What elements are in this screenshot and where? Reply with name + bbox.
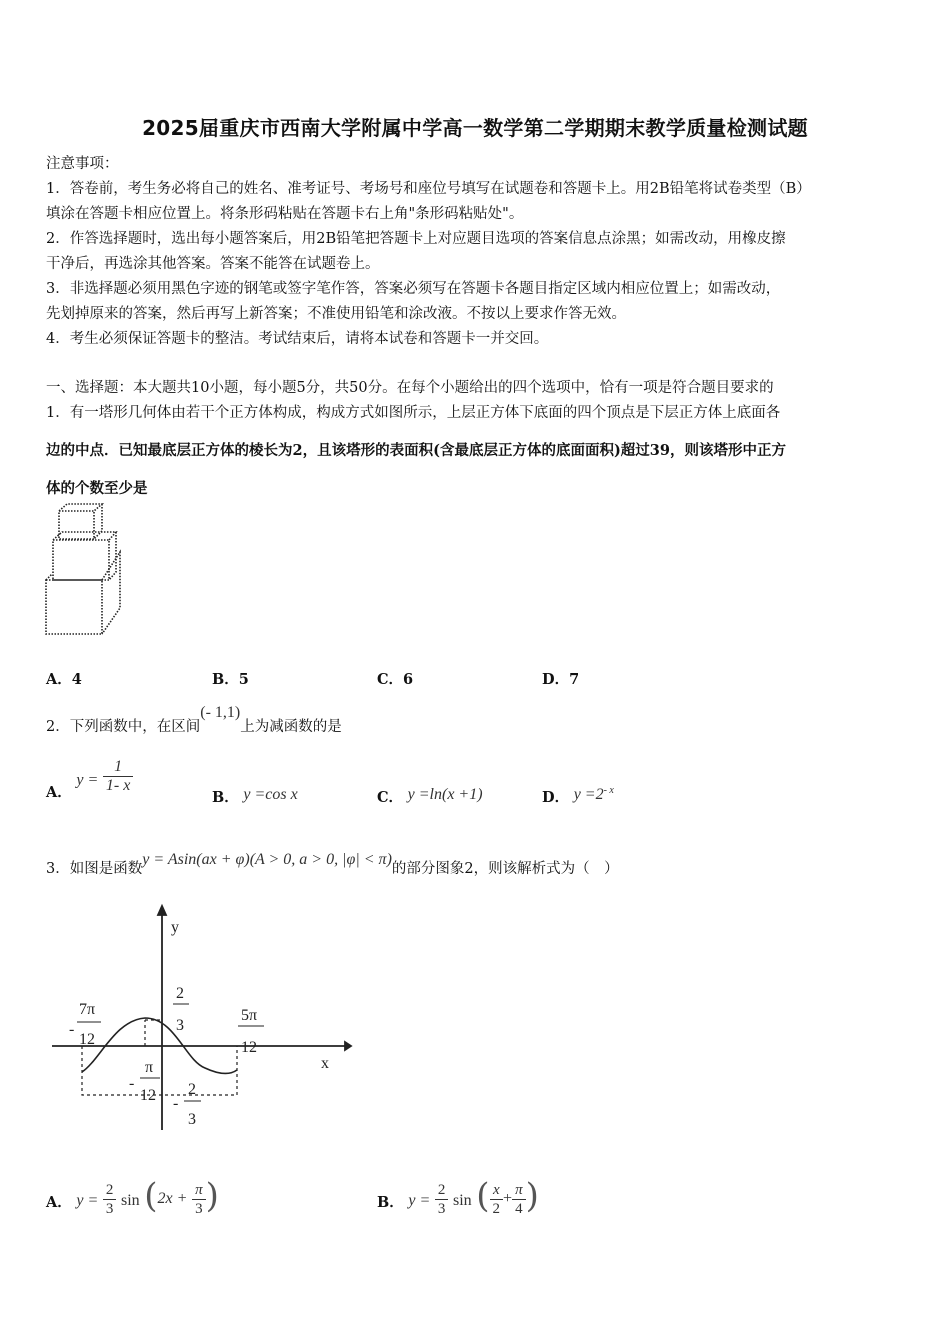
y-arrow-icon — [158, 906, 166, 915]
q2-suffix: 上为减函数的是 — [240, 719, 342, 735]
option-label: C． — [377, 671, 404, 688]
fraction-den: 4 — [515, 1200, 523, 1217]
q3-option-a[interactable]: A． y = $\frac{2}{3}$ sin (2x + $\frac{\pi}{3}$ ) — [46, 1176, 219, 1217]
fraction-num: π — [512, 1181, 526, 1200]
q2-interval: (- 1,1) — [200, 704, 241, 721]
q3-prefix: 3．如图是函数 — [46, 861, 143, 877]
q1-option-d[interactable] — [542, 668, 579, 689]
notice-line: 干净后，再选涂其他答案。答案不能答在试题卷上。 — [46, 256, 380, 272]
left-minus: - — [69, 1021, 75, 1038]
option-label: D． — [542, 789, 570, 806]
option-plus: + — [503, 1190, 513, 1207]
notice-line: 1．答卷前，考生务必将自己的姓名、准考证号、考场号和座位号填写在试题卷和答题卡上。用2B铅笔将试卷类型（B） — [46, 181, 811, 197]
mid-num: π — [145, 1059, 154, 1076]
mid-den: 12 — [140, 1087, 156, 1104]
amp-den: 3 — [176, 1017, 184, 1034]
coef-fraction — [103, 1181, 117, 1218]
option-value: 7 — [569, 671, 580, 688]
q3-formula: y = Asin(ax + φ)(A > 0, a > 0, |φ| < π) — [142, 851, 392, 868]
fraction-den: 3 — [437, 1200, 446, 1217]
q1-option-c[interactable] — [377, 668, 413, 689]
mid-minus: - — [129, 1075, 135, 1092]
option-label: B． — [212, 789, 239, 806]
option-expr: y =ln(x +1) — [407, 786, 483, 803]
option-exponent: - x — [603, 785, 614, 797]
q3-text — [46, 851, 619, 878]
option-label: A． — [46, 783, 72, 801]
coef-fraction — [435, 1181, 449, 1218]
left-den: 12 — [79, 1031, 95, 1048]
amp-num: 2 — [176, 985, 184, 1002]
right-den: 12 — [241, 1039, 257, 1056]
q1-text: 体的个数至少是 — [46, 480, 148, 497]
page-title: 2025届重庆市西南大学附属中学高一数学第二学期期末教学质量检测试题 — [142, 116, 808, 140]
q2-prefix: 2．下列函数中，在区间 — [46, 719, 201, 735]
q2-option-c[interactable] — [377, 783, 483, 804]
q1-text: 边的中点．已知最底层正方体的棱长为2，且该塔形的表面积(含最底层正方体的底面面积)超过39，则该塔形中正方 — [46, 442, 786, 459]
q3-option-b[interactable]: B． y = $\frac{2}{3}$ sin ( $\frac{x}{2}$ + $\frac{\pi}{4}$ ) — [377, 1176, 539, 1217]
option-arg: 2x + — [157, 1190, 188, 1207]
option-value: 6 — [403, 671, 414, 688]
x-arrow-icon — [345, 1042, 351, 1050]
q2-option-d[interactable] — [542, 783, 614, 804]
arg-fraction — [512, 1181, 526, 1218]
option-label: A． — [46, 671, 72, 688]
fraction-num: x — [490, 1181, 504, 1200]
q2-option-a[interactable] — [46, 758, 133, 801]
neg-amp-num: 2 — [188, 1081, 196, 1098]
neg-amp-minus: - — [173, 1095, 179, 1112]
q2-option-b[interactable] — [212, 783, 298, 804]
q1-option-b[interactable] — [212, 668, 249, 689]
option-lhs: y = — [408, 1192, 431, 1209]
left-num: 7π — [79, 1001, 96, 1018]
y-axis-label: y — [171, 919, 179, 936]
notice-line: 先划掉原来的答案，然后再写上新答案；不准使用铅笔和涂改液。不按以上要求作答无效。 — [46, 306, 626, 322]
fraction-den: 1- x — [105, 777, 131, 794]
option-fraction — [103, 758, 133, 795]
notice-line: 2．作答选择题时，选出每小题答案后，用2B铅笔把答题卡上对应题目选项的答案信息点涂黑；如需改动，用橡皮擦 — [46, 231, 786, 247]
tower-figure — [40, 500, 130, 640]
q2-text — [46, 704, 342, 736]
fraction-num: 2 — [435, 1181, 449, 1200]
x-axis-label: x — [321, 1055, 329, 1072]
neg-amp-den: 3 — [188, 1111, 196, 1128]
section-heading: 一、选择题：本大题共10小题，每小题5分，共50分。在每个小题给出的四个选项中，恰有一项是符合题目要求的 — [46, 380, 774, 396]
fraction-den: 2 — [492, 1200, 501, 1217]
option-fn: sin — [121, 1192, 140, 1209]
option-expr: y =cos x — [243, 786, 298, 803]
guide-lines — [82, 1046, 237, 1095]
option-label: C． — [377, 789, 404, 806]
option-label: B． — [377, 1194, 404, 1211]
x-fraction — [490, 1181, 504, 1218]
option-lhs: y = — [76, 771, 99, 789]
notice-line: 4．考生必须保证答题卡的整洁。考试结束后，请将本试卷和答题卡一并交回。 — [46, 331, 549, 347]
arg-fraction — [192, 1181, 206, 1218]
fraction-num: π — [192, 1181, 206, 1200]
notice-heading: 注意事项： — [46, 156, 119, 172]
option-label: D． — [542, 671, 570, 688]
fraction-den: 3 — [105, 1200, 114, 1217]
notice-line: 填涂在答题卡相应位置上。将条形码粘贴在答题卡右上角"条形码粘贴处"。 — [46, 206, 524, 222]
option-value: 5 — [238, 671, 249, 688]
option-base: y =2 — [573, 786, 604, 803]
q1-option-a[interactable] — [46, 668, 82, 689]
option-value: 4 — [71, 671, 82, 688]
notice-line: 3．非选择题必须用黑色字迹的钢笔或签字笔作答，答案必须写在答题卡各题目指定区域内相应位置上；如需改动， — [46, 281, 781, 297]
sine-graph — [45, 900, 365, 1140]
option-fn: sin — [453, 1192, 472, 1209]
option-label: B． — [212, 671, 239, 688]
right-num: 5π — [241, 1007, 258, 1024]
fraction-num: 1 — [103, 758, 133, 777]
option-label: A． — [46, 1194, 72, 1211]
q1-text: 1．有一塔形几何体由若干个正方体构成，构成方式如图所示，上层正方体下底面的四个顶点是下层正方体上底面各 — [46, 405, 781, 421]
q3-suffix: 的部分图象2，则该解析式为（ ） — [391, 861, 619, 877]
option-lhs: y = — [76, 1192, 99, 1209]
fraction-num: 2 — [103, 1181, 117, 1200]
fraction-den: 3 — [195, 1200, 203, 1217]
